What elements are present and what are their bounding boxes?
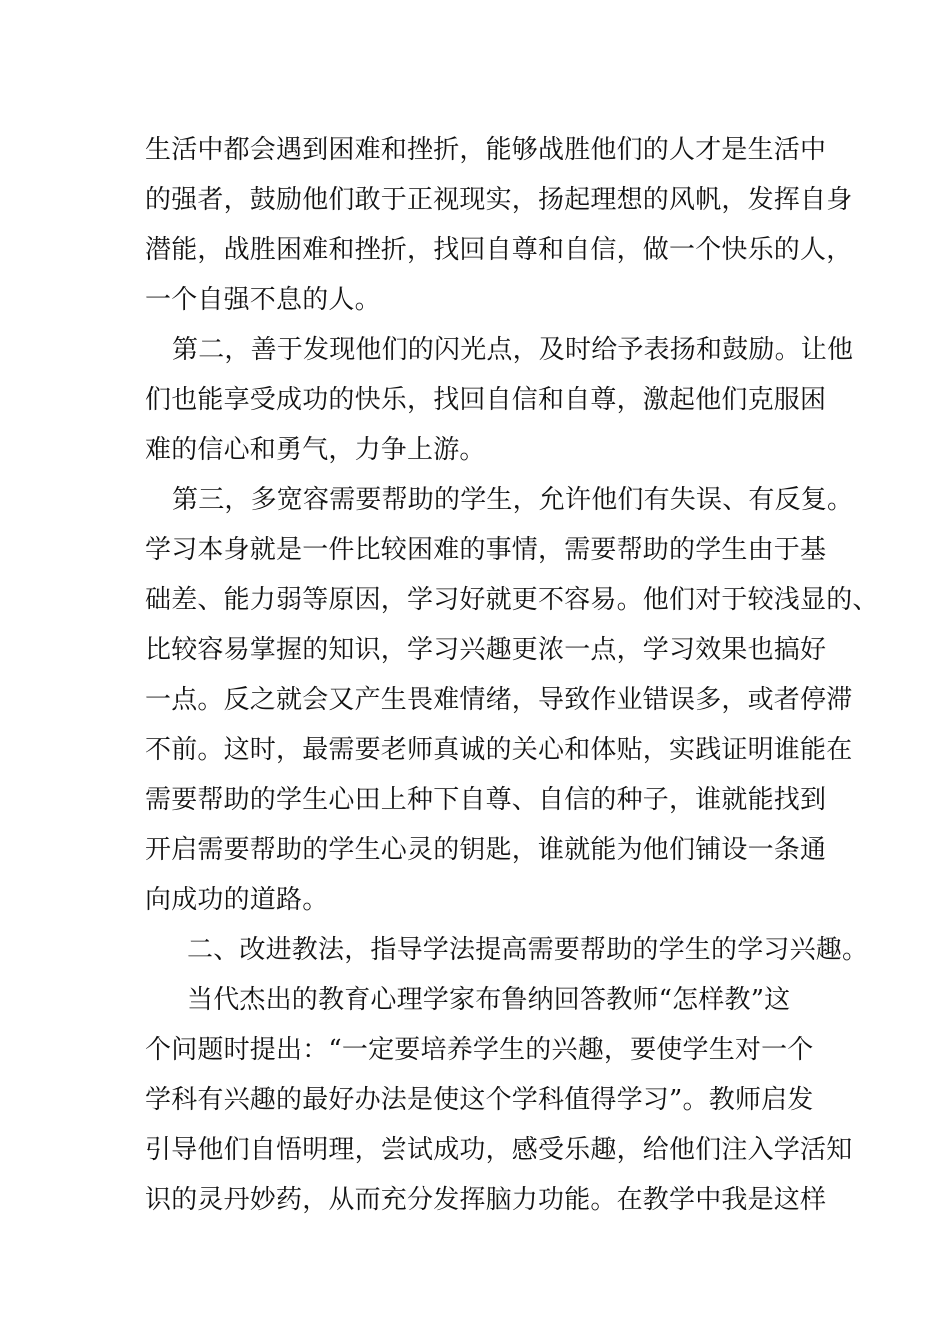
text-line: 一个自强不息的人。 — [145, 285, 381, 315]
text-line: 识的灵丹妙药，从而充分发挥脑力功能。在教学中我是这样 — [145, 1185, 827, 1215]
text-line: 难的信心和勇气，力争上游。 — [145, 435, 486, 465]
text-line: 潜能，战胜困难和挫折，找回自尊和自信，做一个快乐的人， — [145, 235, 853, 265]
text-line: 们也能享受成功的快乐，找回自信和自尊，激起他们克服困 — [145, 385, 827, 415]
text-line: 比较容易掌握的知识，学习兴趣更浓一点，学习效果也搞好 — [145, 635, 827, 665]
text-line: 向成功的道路。 — [145, 885, 329, 915]
text-line: 不前。这时，最需要老师真诚的关心和体贴，实践证明谁能在 — [145, 735, 853, 765]
text-line: 础差、能力弱等原因，学习好就更不容易。他们对于较浅显的、 — [145, 585, 879, 615]
text-line: 学科有兴趣的最好办法是使这个学科值得学习”。教师启发 — [145, 1085, 814, 1115]
text-line: 开启需要帮助的学生心灵的钥匙，谁就能为他们铺设一条通 — [145, 835, 827, 865]
section-heading: 二、改进教法，指导学法提高需要帮助的学生的学习兴趣。 — [187, 935, 869, 965]
text-line: 一点。反之就会又产生畏难情绪，导致作业错误多，或者停滞 — [145, 685, 853, 715]
text-line: 的强者，鼓励他们敢于正视现实，扬起理想的风帆，发挥自身 — [145, 185, 853, 215]
text-line: 学习本身就是一件比较困难的事情，需要帮助的学生由于基 — [145, 535, 827, 565]
text-line: 第二，善于发现他们的闪光点，及时给予表扬和鼓励。让他 — [172, 335, 854, 365]
text-line: 引导他们自悟明理，尝试成功，感受乐趣，给他们注入学活知 — [145, 1135, 853, 1165]
text-line: 需要帮助的学生心田上种下自尊、自信的种子，谁就能找到 — [145, 785, 827, 815]
text-line: 第三，多宽容需要帮助的学生，允许他们有失误、有反复。 — [172, 485, 854, 515]
text-line: 个问题时提出：“一定要培养学生的兴趣，要使学生对一个 — [145, 1035, 814, 1065]
text-line: 当代杰出的教育心理学家布鲁纳回答教师“怎样教”这 — [187, 985, 791, 1015]
text-line: 生活中都会遇到困难和挫折，能够战胜他们的人才是生活中 — [145, 135, 827, 165]
